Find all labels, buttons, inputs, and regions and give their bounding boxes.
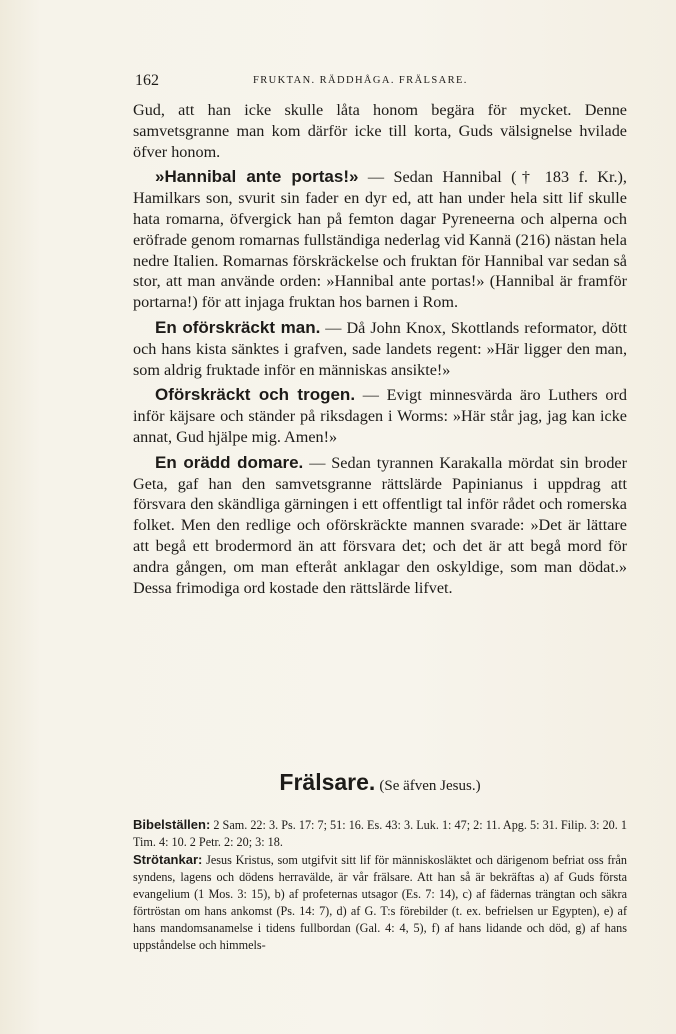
entry-oforskrackt-och-trogen: [133, 385, 627, 447]
bible-references-text: 2 Sam. 22: 3. Ps. 17: 7; 51: 16. Es. 43: 3. Luk. 1: 47; 2: 11. Apg. 5: 31. Filip. 3: 20. 1 Tim. 4: 10. 2 Petr. 2: 20; 3: 18.: [133, 818, 627, 850]
entry-text: — Evigt minnesvärda äro Luthers ord inför käjsare och ständer på riksdagen i Worms: »Här står jag, jag kan icke annat, Gud hjälpe mig. Amen!»: [133, 386, 627, 446]
entry-text: — Sedan tyrannen Karakalla mördat sin broder Geta, gaf han den samvetsgranne rättslärde Papinianus i uppdrag att försvara den skändliga gärningen i ett offentligt tal inför rådet och romerska folket. Men den redlige och oförskräckte mannen svarade: »Det är lättare att begå ett brodermord än att försvara det; och det är att begå mord för andra gången, om man efteråt anklagar den oskyldige, som man dödat.» Dessa frimodiga ord kostade den rättslärde lifvet.: [133, 453, 627, 597]
page-body: [133, 100, 627, 953]
entry-heading: Oförskräckt och trogen.: [155, 385, 356, 405]
section-title: [133, 769, 627, 797]
paragraph-continuation: [133, 100, 627, 162]
running-title: FRUKTAN. RÄDDHÅGA. FRÄLSARE.: [253, 75, 468, 86]
entry-oforskrackt-man: [133, 318, 627, 380]
entry-heading: »Hannibal ante portas!»: [155, 167, 359, 187]
bible-references: [133, 816, 627, 851]
stray-thoughts: [133, 851, 627, 955]
entry-heading: En orädd domare.: [155, 452, 304, 472]
entry-text: — Då John Knox, Skottlands reformator, dött och hans kista sänktes i grafven, sade landets regent: »Här ligger den man, som aldrig fruktade inför en människas ansikte!»: [133, 318, 627, 379]
see-also: (Se äfven Jesus.): [379, 778, 481, 794]
section-heading: Frälsare.: [279, 769, 376, 795]
entry-oradd-domare: [133, 453, 627, 599]
paragraph-text: Gud, att han icke skulle låta honom begära för mycket. Denne samvetsgranne man kom därför icke till korta, Guds välsignelse hvilade öfver honom.: [133, 101, 627, 161]
bible-references-label: Bibelställen:: [133, 817, 211, 832]
entry-hannibal: [133, 167, 627, 313]
page-header: [135, 72, 635, 92]
stray-thoughts-label: Strötankar:: [133, 852, 203, 867]
page-number: 162: [135, 72, 159, 89]
stray-thoughts-text: Jesus Kristus, som utgifvit sitt lif för människosläktet och därigenom befriat oss från syndens, lagens och dödens herravälde, är vår frälsare. Att han så är bekräftas a) af Guds första evangelium (1 Mos. 3: 15), b) af profeternas utsagor (Es. 7: 14), c) af fädernas trängtan och säkra förtröstan om hans ankomst (Ps. 14: 7), d) af G. T:s förebilder (t. ex. befrielsen ur Egypten), e) af hans mandomsanamelse i tidens fullbordan (Gal. 4: 4, 5), f) af hans lidande och död, g) af hans uppståndelse och himmels-: [133, 853, 627, 953]
entry-text: — Sedan Hannibal († 183 f. Kr.), Hamilkars son, svurit sin fader en dyr ed, att han under hela sitt lif skulle hata romarna, öfvergick han på femton dagar Pyreneerna och alperna och eröfrade genom romarnas fullständiga nederlag vid Kannä (216) nästan hela nedre Italien. Romarnas förskräckelse och fruktan för Hannibal var sedan så stor, att man använde orden: »Hannibal ante portas!» (Hannibal är framför portarna!) för att injaga fruktan hos barnen i Rom.: [133, 168, 627, 312]
entry-heading: En oförskräckt man.: [155, 317, 321, 337]
